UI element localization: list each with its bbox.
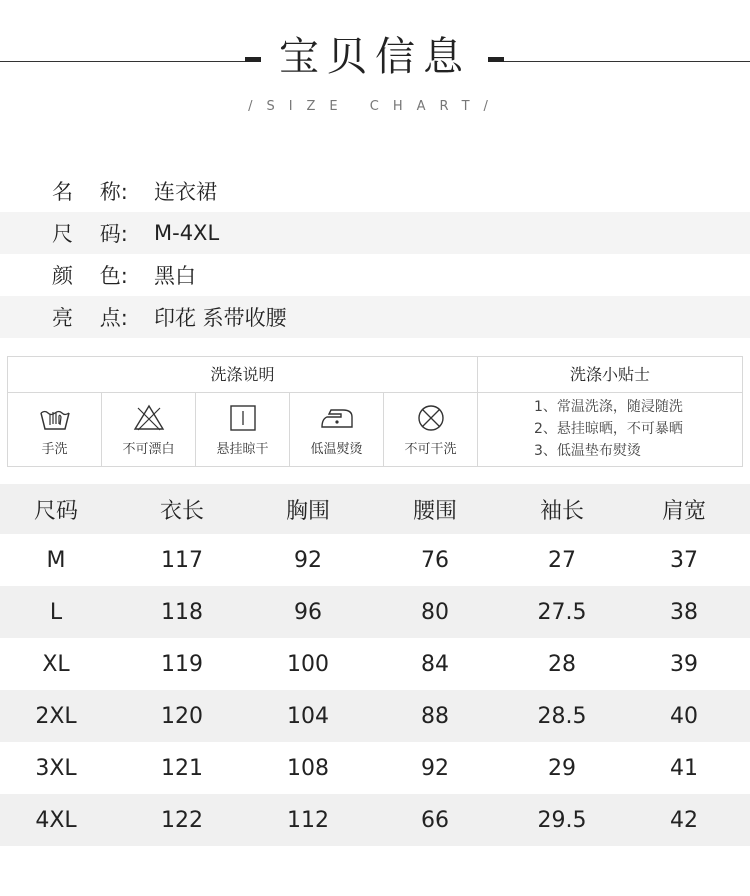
table-cell: 42 (670, 807, 698, 833)
table-cell: 29.5 (537, 807, 587, 833)
table-cell: 38 (670, 599, 698, 625)
care-icons (8, 393, 477, 466)
table-cell: 39 (670, 651, 698, 677)
info-row-color (0, 254, 750, 296)
table-cell: 96 (294, 599, 322, 625)
care-item-hang-dry (196, 393, 290, 466)
care-tip: 3、低温垫布熨烫 (534, 443, 641, 459)
no-dry-clean-icon (414, 403, 448, 433)
page-subtitle: /SIZE CHART/ (248, 99, 502, 114)
table-cell: 108 (287, 755, 329, 781)
table-cell: 2XL (35, 703, 77, 729)
care-item-no-bleach (102, 393, 196, 466)
care-tip: 1、常温洗涤，随浸随洗 (534, 399, 683, 415)
table-row (0, 794, 750, 846)
care-tips (477, 393, 742, 466)
care-item-label: 悬挂晾干 (216, 442, 269, 457)
care-title: 洗涤说明 (8, 357, 477, 393)
table-cell: 118 (161, 599, 203, 625)
column-header: 衣长 (159, 498, 204, 524)
info-label: 名 称: (52, 180, 128, 204)
table-cell: 117 (161, 547, 203, 573)
table-cell: 76 (421, 547, 449, 573)
column-header: 胸围 (285, 498, 330, 524)
page-title: 宝贝信息 (279, 34, 471, 80)
size-table (0, 484, 750, 846)
care-item-label: 低温熨烫 (310, 442, 363, 457)
table-cell: 66 (421, 807, 449, 833)
header-dash-right (488, 57, 504, 62)
table-cell: 27.5 (537, 599, 587, 625)
no-bleach-icon (132, 403, 166, 433)
care-item-label: 不可漂白 (122, 442, 175, 457)
table-cell: M (46, 547, 66, 573)
care-item-label: 手洗 (41, 442, 68, 457)
info-value: M-4XL (154, 221, 220, 245)
table-cell: 80 (421, 599, 449, 625)
table-row (0, 586, 750, 638)
care-tips-title: 洗涤小贴士 (477, 357, 742, 393)
table-row (0, 742, 750, 794)
table-cell: 119 (161, 651, 203, 677)
table-cell: 40 (670, 703, 698, 729)
column-header: 肩宽 (661, 498, 706, 524)
table-cell: 100 (287, 651, 329, 677)
care-item-label: 不可干洗 (404, 442, 457, 457)
size-table-header (0, 484, 750, 534)
table-cell: 120 (161, 703, 203, 729)
table-cell: 28.5 (537, 703, 587, 729)
column-header: 尺码 (33, 498, 78, 524)
table-cell: 122 (161, 807, 203, 833)
care-tip: 2、悬挂晾晒，不可暴晒 (534, 421, 683, 437)
table-cell: 29 (548, 755, 576, 781)
info-value: 印花 系带收腰 (154, 306, 287, 330)
column-header: 袖长 (539, 498, 584, 524)
table-cell: 84 (421, 651, 449, 677)
page-header (0, 0, 750, 130)
info-label: 尺 码: (52, 222, 128, 246)
info-value: 连衣裙 (154, 180, 217, 204)
table-cell: 3XL (35, 755, 77, 781)
table-cell: 121 (161, 755, 203, 781)
table-row (0, 534, 750, 586)
table-cell: 92 (421, 755, 449, 781)
info-row-highlight (0, 296, 750, 338)
table-row (0, 638, 750, 690)
care-instructions (7, 356, 743, 467)
info-row-name (0, 170, 750, 212)
table-cell: 28 (548, 651, 576, 677)
care-item-no-dry-clean (384, 393, 477, 466)
hand-wash-icon (38, 403, 72, 433)
table-cell: 88 (421, 703, 449, 729)
table-cell: 112 (287, 807, 329, 833)
column-header: 腰围 (412, 498, 457, 524)
table-cell: 37 (670, 547, 698, 573)
info-label: 亮 点: (52, 306, 128, 330)
table-cell: 104 (287, 703, 329, 729)
info-label: 颜 色: (52, 264, 128, 288)
table-cell: XL (42, 651, 70, 677)
table-cell: 27 (548, 547, 576, 573)
care-item-hand-wash (8, 393, 102, 466)
table-cell: L (49, 599, 63, 625)
product-info (0, 170, 750, 338)
info-row-size (0, 212, 750, 254)
table-row (0, 690, 750, 742)
header-rule-right (504, 61, 750, 62)
table-cell: 92 (294, 547, 322, 573)
hang-dry-icon (226, 403, 260, 433)
info-value: 黑白 (154, 264, 196, 288)
table-cell: 41 (670, 755, 698, 781)
care-item-low-iron (290, 393, 384, 466)
table-cell: 4XL (35, 807, 77, 833)
low-iron-icon (319, 403, 355, 433)
